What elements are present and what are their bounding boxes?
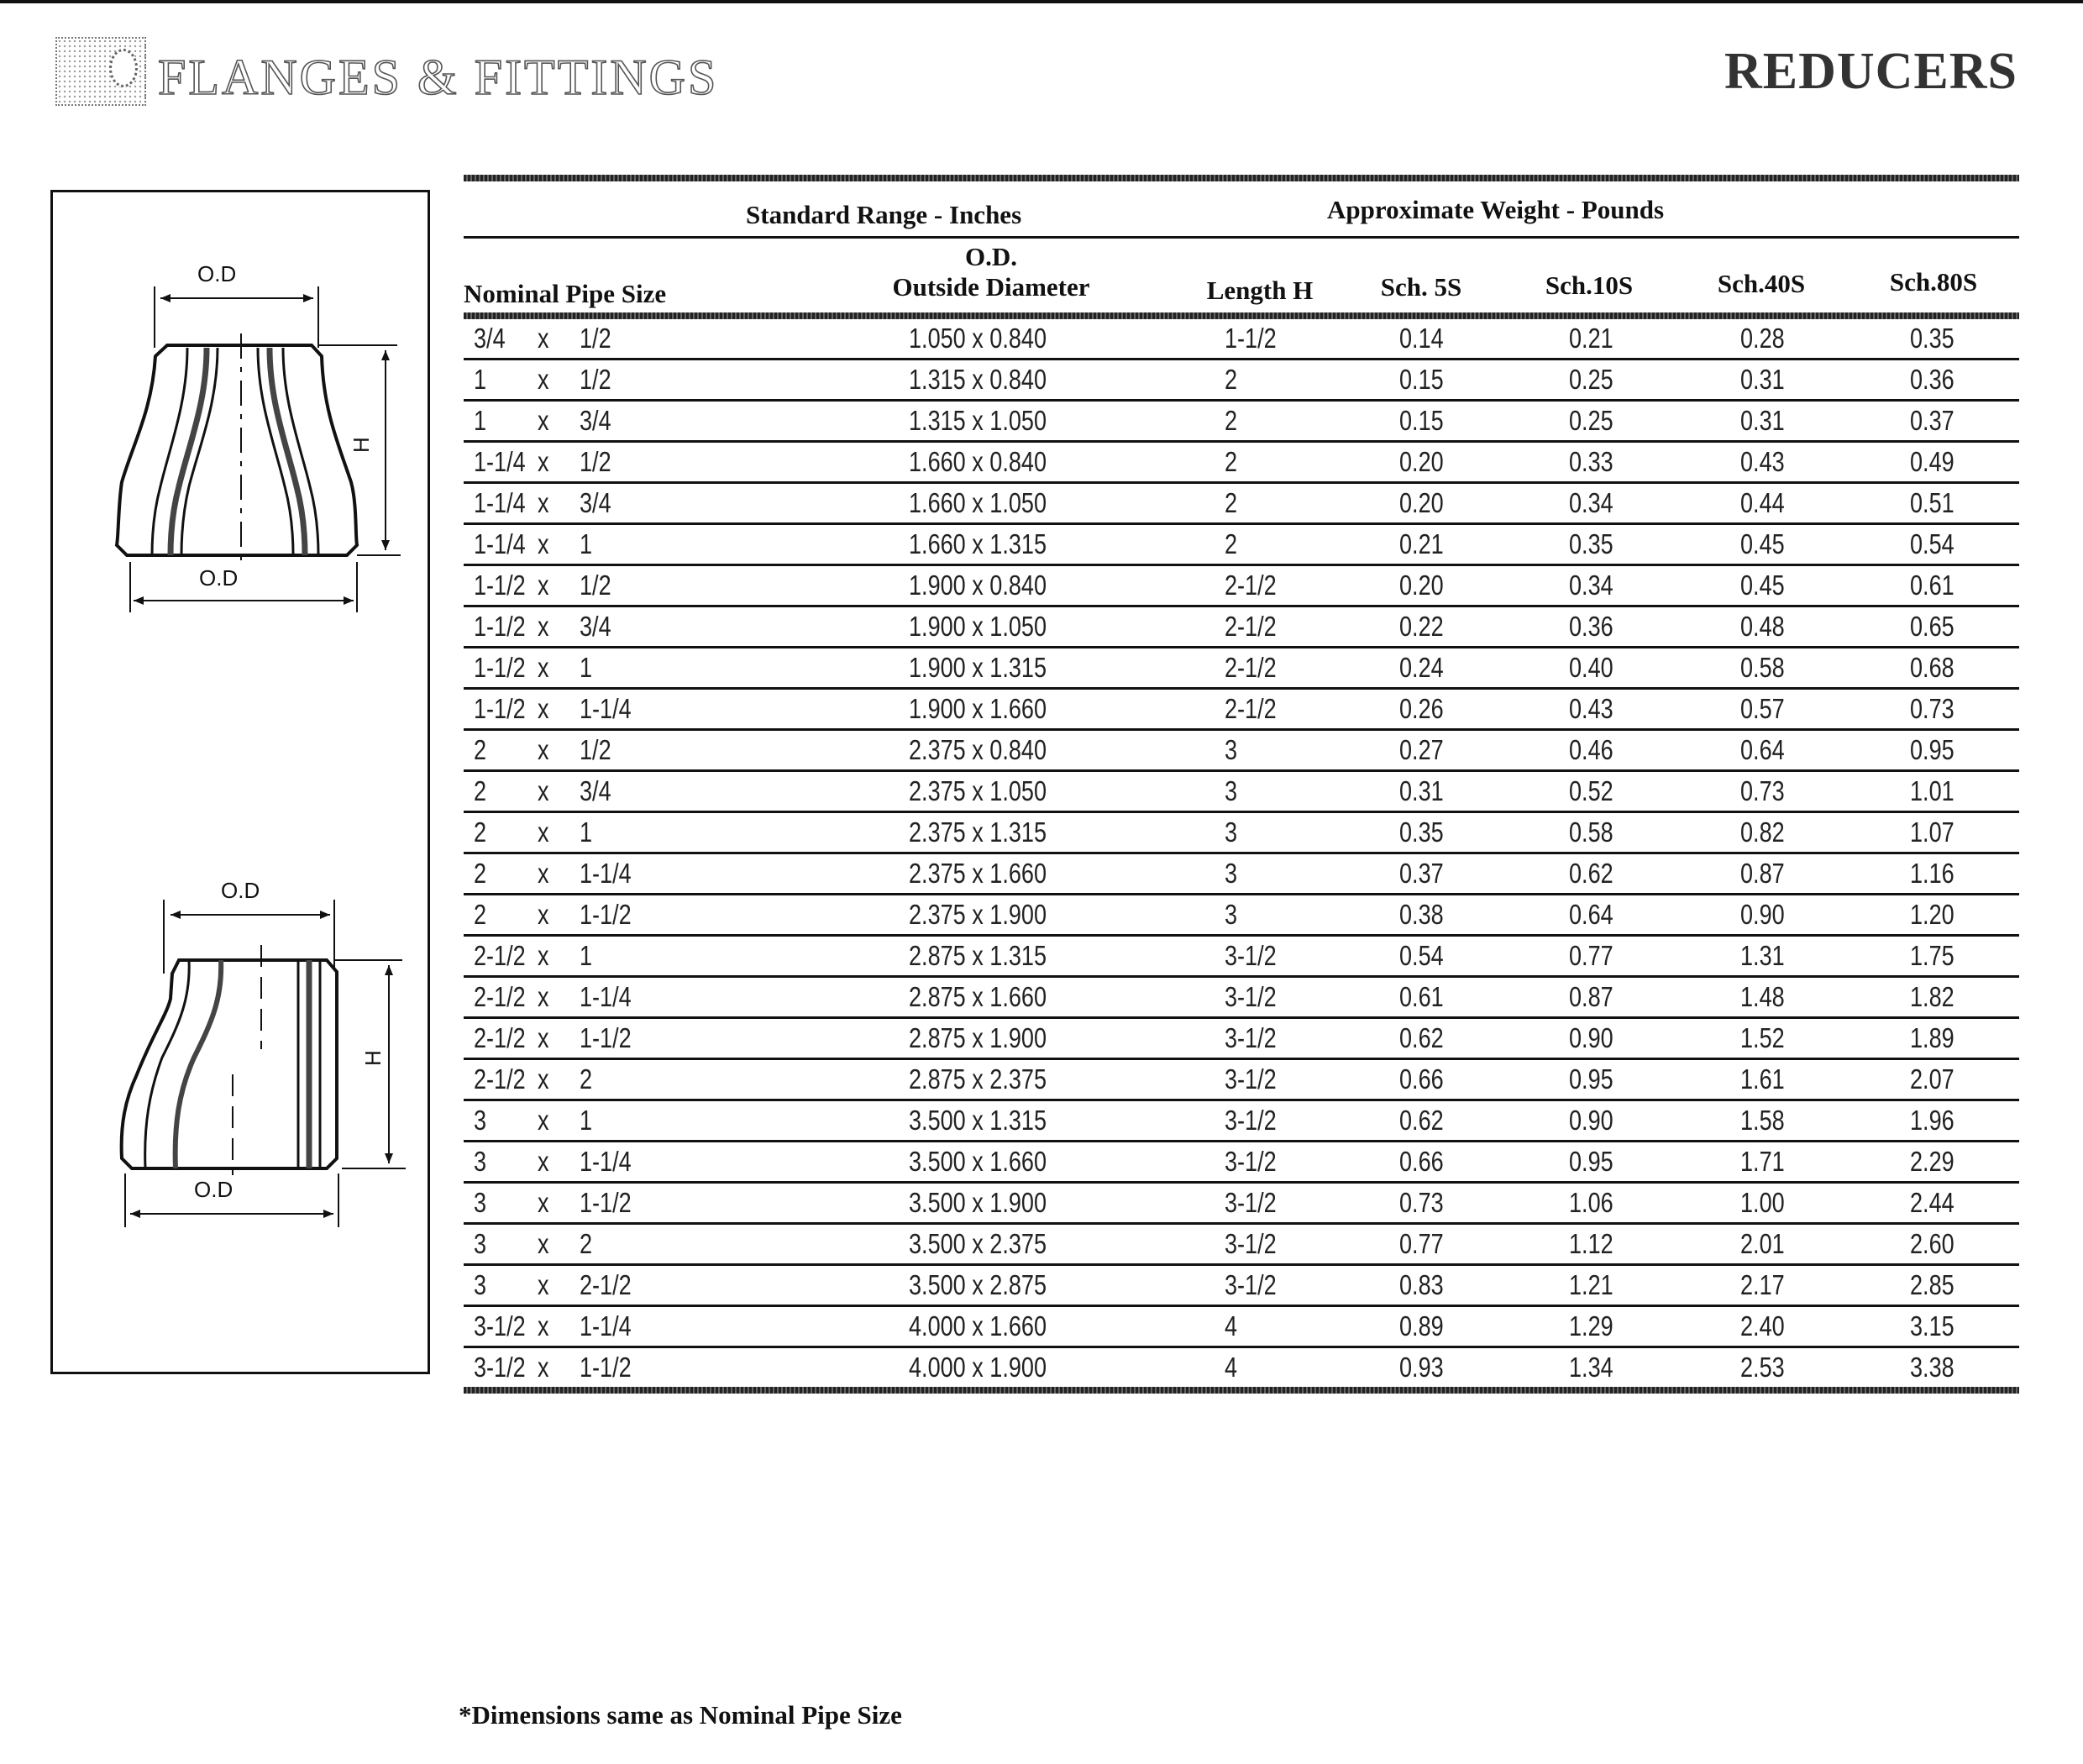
table-row <box>464 1348 2019 1387</box>
od-value: 1.900 x 0.840 <box>909 570 1047 601</box>
od-value: 2.375 x 1.660 <box>909 858 1047 889</box>
table-row <box>464 566 2019 607</box>
sch10s-weight: 0.77 <box>1569 940 1613 971</box>
table-row <box>464 1101 2019 1142</box>
sch10s-weight: 0.90 <box>1569 1105 1613 1136</box>
nps-large: 1-1/2 <box>474 611 526 642</box>
sch5s-weight: 0.20 <box>1399 487 1444 518</box>
table-row <box>464 1225 2019 1266</box>
sch10s-weight: 1.34 <box>1569 1352 1613 1383</box>
nps-separator: x <box>538 1269 549 1300</box>
sch80s-weight: 1.16 <box>1910 858 1954 889</box>
nps-large: 3 <box>474 1146 487 1177</box>
nps-small: 3/4 <box>580 775 611 806</box>
od-value: 2.375 x 0.840 <box>909 734 1047 765</box>
sch80s-weight: 0.54 <box>1910 528 1954 559</box>
sch80s-weight: 0.36 <box>1910 364 1954 395</box>
nps-large: 3 <box>474 1228 487 1259</box>
table-top-rule <box>464 175 2019 181</box>
length-value: 2 <box>1225 446 1238 477</box>
length-value: 3 <box>1225 734 1238 765</box>
nps-separator: x <box>538 858 549 889</box>
nps-small: 1-1/4 <box>580 1146 632 1177</box>
length-value: 3-1/2 <box>1225 1269 1277 1300</box>
length-value: 3-1/2 <box>1225 981 1277 1012</box>
table-row <box>464 607 2019 648</box>
od-value: 1.900 x 1.660 <box>909 693 1047 724</box>
nps-separator: x <box>538 981 549 1012</box>
length-value: 3 <box>1225 775 1238 806</box>
od-value: 1.900 x 1.315 <box>909 652 1047 683</box>
col-length: Length H <box>1206 276 1314 305</box>
length-value: 2 <box>1225 405 1238 436</box>
sch80s-weight: 2.07 <box>1910 1063 1954 1095</box>
col-od <box>865 242 1117 302</box>
nps-separator: x <box>538 364 549 395</box>
company-logo-icon <box>55 37 146 106</box>
table-row <box>464 1019 2019 1060</box>
top-border-line <box>0 0 2083 3</box>
od-value: 2.875 x 2.375 <box>909 1063 1047 1095</box>
sch5s-weight: 0.62 <box>1399 1105 1444 1136</box>
length-value: 2 <box>1225 528 1238 559</box>
sch10s-weight: 1.12 <box>1569 1228 1613 1259</box>
length-value: 2 <box>1225 364 1238 395</box>
nps-large: 1-1/2 <box>474 570 526 601</box>
nps-large: 2-1/2 <box>474 940 526 971</box>
reducers-table <box>464 175 2019 1394</box>
table-row <box>464 731 2019 772</box>
sch80s-weight: 2.29 <box>1910 1146 1954 1177</box>
nps-separator: x <box>538 1352 549 1383</box>
nps-large: 2 <box>474 734 487 765</box>
sch5s-weight: 0.26 <box>1399 693 1444 724</box>
sch80s-weight: 1.75 <box>1910 940 1954 971</box>
sch10s-weight: 0.43 <box>1569 693 1613 724</box>
nps-small: 1-1/4 <box>580 981 632 1012</box>
sch10s-weight: 0.46 <box>1569 734 1613 765</box>
sch5s-weight: 0.27 <box>1399 734 1444 765</box>
nps-small: 2 <box>580 1228 593 1259</box>
brand-name: FLANGES & FITTINGS <box>158 50 719 105</box>
sch10s-weight: 0.58 <box>1569 816 1613 848</box>
nps-separator: x <box>538 528 549 559</box>
table-row <box>464 1266 2019 1307</box>
standard-range-header: Standard Range - Inches <box>746 200 1022 229</box>
od-value: 1.900 x 1.050 <box>909 611 1047 642</box>
sch80s-weight: 0.68 <box>1910 652 1954 683</box>
od-value: 2.875 x 1.900 <box>909 1022 1047 1053</box>
page-title: REDUCERS <box>1724 43 2017 100</box>
table-row <box>464 443 2019 484</box>
sch10s-weight: 0.21 <box>1569 323 1613 354</box>
sch5s-weight: 0.37 <box>1399 858 1444 889</box>
sch40s-weight: 1.48 <box>1740 981 1785 1012</box>
table-column-header <box>464 239 2019 312</box>
sch5s-weight: 0.61 <box>1399 981 1444 1012</box>
sch10s-weight: 0.34 <box>1569 487 1613 518</box>
length-value: 3-1/2 <box>1225 1228 1277 1259</box>
length-value: 2 <box>1225 487 1238 518</box>
table-row <box>464 319 2019 360</box>
nps-small: 1 <box>580 940 593 971</box>
sch80s-weight: 0.49 <box>1910 446 1954 477</box>
sch10s-weight: 0.95 <box>1569 1063 1613 1095</box>
nps-small: 1-1/2 <box>580 1187 632 1218</box>
height-label-2: H <box>360 1050 386 1066</box>
od-value: 3.500 x 2.875 <box>909 1269 1047 1300</box>
nps-small: 1-1/4 <box>580 693 632 724</box>
length-value: 2-1/2 <box>1225 611 1277 642</box>
table-row <box>464 360 2019 402</box>
nps-large: 1 <box>474 405 487 436</box>
nps-small: 1 <box>580 528 593 559</box>
sch80s-weight: 1.89 <box>1910 1022 1954 1053</box>
od-top-label: O.D <box>197 261 237 286</box>
nps-small: 1-1/2 <box>580 1352 632 1383</box>
footnote: *Dimensions same as Nominal Pipe Size <box>459 1700 902 1730</box>
nps-large: 1-1/2 <box>474 693 526 724</box>
nps-large: 3 <box>474 1105 487 1136</box>
nps-small: 1/2 <box>580 446 611 477</box>
sch10s-weight: 1.21 <box>1569 1269 1613 1300</box>
length-value: 3-1/2 <box>1225 1063 1277 1095</box>
sch5s-weight: 0.35 <box>1399 816 1444 848</box>
sch40s-weight: 0.44 <box>1740 487 1785 518</box>
sch40s-weight: 1.58 <box>1740 1105 1785 1136</box>
sch10s-weight: 0.33 <box>1569 446 1613 477</box>
sch40s-weight: 0.58 <box>1740 652 1785 683</box>
sch10s-weight: 0.87 <box>1569 981 1613 1012</box>
length-value: 2-1/2 <box>1225 693 1277 724</box>
sch40s-weight: 0.87 <box>1740 858 1785 889</box>
sch10s-weight: 0.25 <box>1569 364 1613 395</box>
length-value: 3 <box>1225 858 1238 889</box>
nps-small: 1-1/2 <box>580 1022 632 1053</box>
nps-separator: x <box>538 1187 549 1218</box>
sch5s-weight: 0.20 <box>1399 446 1444 477</box>
table-row <box>464 937 2019 978</box>
sch80s-weight: 0.37 <box>1910 405 1954 436</box>
od-value: 1.315 x 1.050 <box>909 405 1047 436</box>
od-value: 2.375 x 1.900 <box>909 899 1047 930</box>
table-row <box>464 1142 2019 1184</box>
nps-separator: x <box>538 693 549 724</box>
sch5s-weight: 0.62 <box>1399 1022 1444 1053</box>
nps-small: 2-1/2 <box>580 1269 632 1300</box>
sch40s-weight: 0.90 <box>1740 899 1785 930</box>
nps-separator: x <box>538 1105 549 1136</box>
nps-large: 1-1/4 <box>474 446 526 477</box>
table-bottom-rule <box>464 1387 2019 1394</box>
nps-large: 3/4 <box>474 323 506 354</box>
diagram-panel <box>50 190 430 1374</box>
sch80s-weight: 0.73 <box>1910 693 1954 724</box>
length-value: 2-1/2 <box>1225 652 1277 683</box>
nps-large: 3-1/2 <box>474 1310 526 1341</box>
sch5s-weight: 0.66 <box>1399 1146 1444 1177</box>
od-bottom-label-2: O.D <box>194 1177 233 1202</box>
od-value: 1.315 x 0.840 <box>909 364 1047 395</box>
sch80s-weight: 2.60 <box>1910 1228 1954 1259</box>
length-value: 3-1/2 <box>1225 1105 1277 1136</box>
sch40s-weight: 0.48 <box>1740 611 1785 642</box>
sch40s-weight: 1.52 <box>1740 1022 1785 1053</box>
nps-small: 3/4 <box>580 611 611 642</box>
nps-separator: x <box>538 1228 549 1259</box>
length-value: 3-1/2 <box>1225 1187 1277 1218</box>
sch10s-weight: 0.90 <box>1569 1022 1613 1053</box>
od-value: 1.050 x 0.840 <box>909 323 1047 354</box>
sch80s-weight: 0.95 <box>1910 734 1954 765</box>
sch5s-weight: 0.14 <box>1399 323 1444 354</box>
nps-large: 2 <box>474 775 487 806</box>
nps-separator: x <box>538 405 549 436</box>
nps-small: 2 <box>580 1063 593 1095</box>
nps-large: 2-1/2 <box>474 1063 526 1095</box>
table-row <box>464 1184 2019 1225</box>
length-value: 3 <box>1225 899 1238 930</box>
table-row <box>464 402 2019 443</box>
nps-small: 3/4 <box>580 405 611 436</box>
sch40s-weight: 0.31 <box>1740 405 1785 436</box>
sch5s-weight: 0.15 <box>1399 405 1444 436</box>
sch40s-weight: 0.57 <box>1740 693 1785 724</box>
nps-large: 1 <box>474 364 487 395</box>
nps-separator: x <box>538 734 549 765</box>
nps-small: 1/2 <box>580 364 611 395</box>
nps-small: 3/4 <box>580 487 611 518</box>
col-sch10s: Sch.10S <box>1545 270 1634 300</box>
nps-separator: x <box>538 775 549 806</box>
sch10s-weight: 0.52 <box>1569 775 1613 806</box>
col-od-line1: O.D. <box>965 242 1017 271</box>
nps-large: 2 <box>474 858 487 889</box>
nps-large: 2 <box>474 899 487 930</box>
table-body <box>464 319 2019 1387</box>
nps-large: 2 <box>474 816 487 848</box>
sch5s-weight: 0.20 <box>1399 570 1444 601</box>
nps-large: 3 <box>474 1187 487 1218</box>
length-value: 4 <box>1225 1310 1238 1341</box>
sch10s-weight: 1.06 <box>1569 1187 1613 1218</box>
sch80s-weight: 1.96 <box>1910 1105 1954 1136</box>
nps-small: 1-1/4 <box>580 858 632 889</box>
nps-large: 2-1/2 <box>474 1022 526 1053</box>
sch80s-weight: 0.51 <box>1910 487 1954 518</box>
nps-separator: x <box>538 611 549 642</box>
col-sch40s: Sch.40S <box>1717 269 1806 298</box>
col-sch5s: Sch. 5S <box>1380 272 1462 302</box>
sch80s-weight: 1.01 <box>1910 775 1954 806</box>
od-bottom-label: O.D <box>199 565 239 591</box>
sch80s-weight: 1.07 <box>1910 816 1954 848</box>
nps-separator: x <box>538 446 549 477</box>
nps-small: 1/2 <box>580 734 611 765</box>
sch40s-weight: 0.28 <box>1740 323 1785 354</box>
table-row <box>464 1307 2019 1348</box>
sch80s-weight: 3.38 <box>1910 1352 1954 1383</box>
sch40s-weight: 2.01 <box>1740 1228 1785 1259</box>
table-group-header <box>464 181 2019 239</box>
sch5s-weight: 0.73 <box>1399 1187 1444 1218</box>
sch10s-weight: 1.29 <box>1569 1310 1613 1341</box>
sch5s-weight: 0.21 <box>1399 528 1444 559</box>
sch40s-weight: 0.45 <box>1740 570 1785 601</box>
col-od-line2: Outside Diameter <box>892 271 1090 302</box>
table-row <box>464 648 2019 690</box>
sch5s-weight: 0.77 <box>1399 1228 1444 1259</box>
od-value: 3.500 x 1.660 <box>909 1146 1047 1177</box>
nps-small: 1-1/4 <box>580 1310 632 1341</box>
sch5s-weight: 0.22 <box>1399 611 1444 642</box>
sch5s-weight: 0.24 <box>1399 652 1444 683</box>
table-row <box>464 690 2019 731</box>
sch80s-weight: 2.44 <box>1910 1187 1954 1218</box>
sch10s-weight: 0.62 <box>1569 858 1613 889</box>
od-value: 2.875 x 1.315 <box>909 940 1047 971</box>
sch10s-weight: 0.25 <box>1569 405 1613 436</box>
sch5s-weight: 0.89 <box>1399 1310 1444 1341</box>
sch40s-weight: 0.73 <box>1740 775 1785 806</box>
od-value: 1.660 x 0.840 <box>909 446 1047 477</box>
sch80s-weight: 1.82 <box>1910 981 1954 1012</box>
nps-separator: x <box>538 570 549 601</box>
sch5s-weight: 0.54 <box>1399 940 1444 971</box>
nps-small: 1/2 <box>580 570 611 601</box>
length-value: 3-1/2 <box>1225 940 1277 971</box>
nps-large: 3-1/2 <box>474 1352 526 1383</box>
nps-small: 1 <box>580 652 593 683</box>
nps-small: 1/2 <box>580 323 611 354</box>
sch10s-weight: 0.95 <box>1569 1146 1613 1177</box>
nps-large: 2-1/2 <box>474 981 526 1012</box>
sch10s-weight: 0.35 <box>1569 528 1613 559</box>
od-value: 2.375 x 1.050 <box>909 775 1047 806</box>
table-row <box>464 978 2019 1019</box>
sch80s-weight: 0.65 <box>1910 611 1954 642</box>
header-bottom-rule <box>464 312 2019 319</box>
sch80s-weight: 0.35 <box>1910 323 1954 354</box>
length-value: 3-1/2 <box>1225 1146 1277 1177</box>
sch40s-weight: 1.00 <box>1740 1187 1785 1218</box>
od-value: 4.000 x 1.660 <box>909 1310 1047 1341</box>
sch40s-weight: 0.31 <box>1740 364 1785 395</box>
sch5s-weight: 0.38 <box>1399 899 1444 930</box>
od-value: 2.375 x 1.315 <box>909 816 1047 848</box>
sch40s-weight: 2.17 <box>1740 1269 1785 1300</box>
sch40s-weight: 1.31 <box>1740 940 1785 971</box>
sch40s-weight: 0.43 <box>1740 446 1785 477</box>
sch5s-weight: 0.83 <box>1399 1269 1444 1300</box>
sch10s-weight: 0.40 <box>1569 652 1613 683</box>
col-sch80s: Sch.80S <box>1889 267 1978 297</box>
sch10s-weight: 0.36 <box>1569 611 1613 642</box>
sch5s-weight: 0.93 <box>1399 1352 1444 1383</box>
sch40s-weight: 0.64 <box>1740 734 1785 765</box>
nps-separator: x <box>538 816 549 848</box>
sch80s-weight: 3.15 <box>1910 1310 1954 1341</box>
od-top-label-2: O.D <box>221 878 260 903</box>
sch80s-weight: 2.85 <box>1910 1269 1954 1300</box>
sch40s-weight: 1.71 <box>1740 1146 1785 1177</box>
length-value: 3 <box>1225 816 1238 848</box>
nps-large: 1-1/4 <box>474 487 526 518</box>
od-value: 1.660 x 1.050 <box>909 487 1047 518</box>
sch80s-weight: 0.61 <box>1910 570 1954 601</box>
nps-separator: x <box>538 899 549 930</box>
nps-small: 1-1/2 <box>580 899 632 930</box>
col-nps: Nominal Pipe Size <box>464 279 667 308</box>
table-row <box>464 1060 2019 1101</box>
nps-small: 1 <box>580 816 593 848</box>
table-row <box>464 854 2019 895</box>
table-row <box>464 484 2019 525</box>
length-value: 3-1/2 <box>1225 1022 1277 1053</box>
sch40s-weight: 0.45 <box>1740 528 1785 559</box>
nps-large: 1-1/4 <box>474 528 526 559</box>
od-value: 1.660 x 1.315 <box>909 528 1047 559</box>
sch40s-weight: 2.53 <box>1740 1352 1785 1383</box>
sch80s-weight: 1.20 <box>1910 899 1954 930</box>
approx-weight-header: Approximate Weight - Pounds <box>1327 195 1665 224</box>
od-value: 3.500 x 1.315 <box>909 1105 1047 1136</box>
od-value: 2.875 x 1.660 <box>909 981 1047 1012</box>
brand-header <box>55 37 718 106</box>
nps-separator: x <box>538 1022 549 1053</box>
nps-small: 1 <box>580 1105 593 1136</box>
sch10s-weight: 0.34 <box>1569 570 1613 601</box>
sch5s-weight: 0.15 <box>1399 364 1444 395</box>
od-value: 3.500 x 1.900 <box>909 1187 1047 1218</box>
od-value: 4.000 x 1.900 <box>909 1352 1047 1383</box>
length-value: 2-1/2 <box>1225 570 1277 601</box>
length-value: 4 <box>1225 1352 1238 1383</box>
nps-large: 3 <box>474 1269 487 1300</box>
table-row <box>464 772 2019 813</box>
nps-separator: x <box>538 487 549 518</box>
nps-separator: x <box>538 652 549 683</box>
sch40s-weight: 2.40 <box>1740 1310 1785 1341</box>
reducer-diagrams <box>53 192 433 1377</box>
nps-separator: x <box>538 1310 549 1341</box>
sch10s-weight: 0.64 <box>1569 899 1613 930</box>
table-row <box>464 895 2019 937</box>
height-label: H <box>349 437 374 453</box>
nps-separator: x <box>538 323 549 354</box>
table-row <box>464 813 2019 854</box>
length-value: 1-1/2 <box>1225 323 1277 354</box>
od-value: 3.500 x 2.375 <box>909 1228 1047 1259</box>
table-row <box>464 525 2019 566</box>
sch5s-weight: 0.31 <box>1399 775 1444 806</box>
sch40s-weight: 1.61 <box>1740 1063 1785 1095</box>
sch5s-weight: 0.66 <box>1399 1063 1444 1095</box>
nps-separator: x <box>538 1063 549 1095</box>
nps-large: 1-1/2 <box>474 652 526 683</box>
nps-separator: x <box>538 940 549 971</box>
sch40s-weight: 0.82 <box>1740 816 1785 848</box>
nps-separator: x <box>538 1146 549 1177</box>
